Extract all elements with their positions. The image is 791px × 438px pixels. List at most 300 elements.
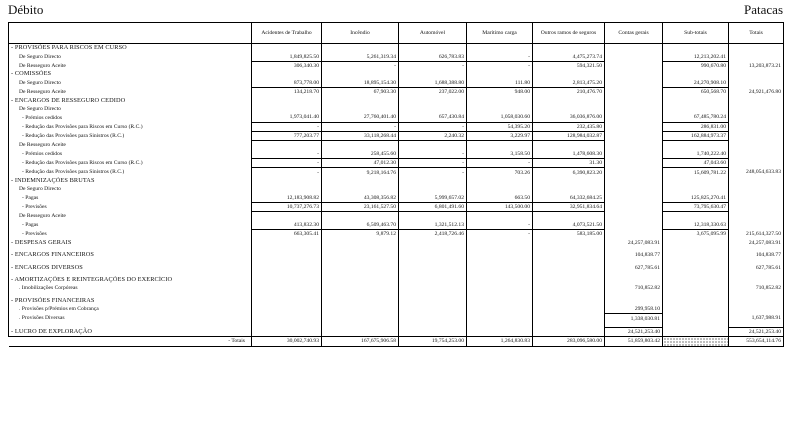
value-cell bbox=[252, 105, 322, 113]
value-cell: 6,390,823.20 bbox=[533, 168, 605, 177]
value-cell: 27,760,401.40 bbox=[322, 113, 399, 122]
col-header-general-accounts: Contas gerais bbox=[605, 23, 663, 44]
value-cell: 1,740,222.40 bbox=[663, 150, 729, 159]
value-cell bbox=[605, 159, 663, 168]
value-cell bbox=[533, 251, 605, 259]
value-cell bbox=[605, 212, 663, 221]
value-cell bbox=[605, 113, 663, 122]
table-row bbox=[9, 113, 784, 122]
value-cell: 710,852.82 bbox=[729, 284, 784, 292]
value-cell: - bbox=[322, 122, 399, 131]
section-row bbox=[9, 177, 784, 185]
value-cell: 47,043.60 bbox=[663, 159, 729, 168]
value-cell bbox=[533, 284, 605, 292]
value-cell bbox=[322, 239, 399, 247]
value-cell: 18,895,154.30 bbox=[322, 79, 399, 88]
value-cell: 128,984,032.87 bbox=[533, 131, 605, 140]
value-cell bbox=[605, 122, 663, 131]
value-cell bbox=[399, 105, 467, 113]
table-row bbox=[9, 185, 784, 193]
value-cell bbox=[663, 96, 729, 104]
value-cell bbox=[729, 150, 784, 159]
total-cell: 19,754,253.00 bbox=[399, 337, 467, 346]
row-label: - Redução das Provisões para Riscos em Curso (R.C.) bbox=[9, 122, 252, 131]
value-cell bbox=[467, 263, 533, 271]
value-cell bbox=[663, 185, 729, 193]
value-cell bbox=[605, 96, 663, 104]
value-cell bbox=[663, 105, 729, 113]
value-cell: 15,609,781.22 bbox=[663, 168, 729, 177]
value-cell bbox=[252, 284, 322, 292]
value-cell bbox=[399, 297, 467, 305]
row-label: - COMISSÕES bbox=[9, 70, 252, 78]
value-cell: 73,795,630.47 bbox=[663, 203, 729, 212]
row-label: - PROVISÕES FINANCEIRAS bbox=[9, 297, 252, 305]
value-cell bbox=[252, 141, 322, 150]
row-label: - LUCRO DE EXPLORAÇÃO bbox=[9, 327, 252, 336]
row-label: - ENCARGOS FINANCEIROS bbox=[9, 251, 252, 259]
subtotal-dotted-cell bbox=[663, 337, 729, 346]
value-cell bbox=[533, 314, 605, 323]
value-cell: 657,430.84 bbox=[399, 113, 467, 122]
value-cell bbox=[663, 251, 729, 259]
value-cell bbox=[467, 70, 533, 78]
value-cell bbox=[533, 212, 605, 221]
value-cell bbox=[663, 70, 729, 78]
col-header-totals: Totais bbox=[729, 23, 784, 44]
value-cell: 10,737,276.73 bbox=[252, 203, 322, 212]
value-cell bbox=[322, 141, 399, 150]
value-cell bbox=[533, 305, 605, 314]
value-cell bbox=[605, 52, 663, 61]
value-cell bbox=[322, 276, 399, 284]
value-cell: - bbox=[399, 122, 467, 131]
value-cell: 3,229.97 bbox=[467, 131, 533, 140]
value-cell bbox=[729, 212, 784, 221]
value-cell bbox=[252, 177, 322, 185]
row-label: . Provisões Diversas bbox=[9, 314, 252, 323]
section-row bbox=[9, 96, 784, 104]
totals-row bbox=[9, 337, 784, 346]
value-cell: - bbox=[252, 122, 322, 131]
value-cell bbox=[729, 185, 784, 193]
row-label: - ENCARGOS DIVERSOS bbox=[9, 263, 252, 271]
totals-label: - Totais bbox=[9, 337, 252, 346]
header-row bbox=[9, 23, 784, 44]
value-cell: - bbox=[467, 61, 533, 70]
value-cell bbox=[729, 70, 784, 78]
value-cell: 24,521,253.40 bbox=[605, 327, 663, 336]
value-cell bbox=[399, 305, 467, 314]
value-cell bbox=[533, 70, 605, 78]
value-cell: 286,831.00 bbox=[663, 122, 729, 131]
value-cell: 710,852.82 bbox=[605, 284, 663, 292]
value-cell: 47,012.30 bbox=[322, 159, 399, 168]
value-cell bbox=[252, 327, 322, 336]
value-cell: 23,161,527.50 bbox=[322, 203, 399, 212]
value-cell: 12,183,908.82 bbox=[252, 194, 322, 203]
value-cell: 626,783.83 bbox=[399, 52, 467, 61]
row-label: De Seguro Directo bbox=[9, 52, 252, 61]
value-cell bbox=[252, 70, 322, 78]
value-cell bbox=[399, 263, 467, 271]
value-cell: - bbox=[399, 61, 467, 70]
value-cell bbox=[322, 297, 399, 305]
total-cell: 51,859,803.42 bbox=[605, 337, 663, 346]
row-label: - Pagas bbox=[9, 194, 252, 203]
value-cell: 12,213,202.41 bbox=[663, 52, 729, 61]
value-cell bbox=[663, 297, 729, 305]
value-cell bbox=[605, 141, 663, 150]
value-cell bbox=[605, 203, 663, 212]
value-cell: - bbox=[467, 221, 533, 230]
value-cell bbox=[399, 70, 467, 78]
value-cell bbox=[467, 105, 533, 113]
value-cell bbox=[663, 212, 729, 221]
table-row bbox=[9, 284, 784, 292]
row-label: . Provisões p/Prémios em Cobrança bbox=[9, 305, 252, 314]
value-cell bbox=[467, 284, 533, 292]
row-label: De Resseguro Aceite bbox=[9, 87, 252, 96]
value-cell bbox=[252, 276, 322, 284]
row-label: - Prémios cedidos bbox=[9, 150, 252, 159]
value-cell bbox=[729, 276, 784, 284]
col-header-work-accidents: Acidentes de Trabalho bbox=[252, 23, 322, 44]
table-body bbox=[9, 44, 784, 337]
value-cell: 9,218,164.76 bbox=[322, 168, 399, 177]
value-cell bbox=[533, 44, 605, 53]
value-cell: 306,340.30 bbox=[252, 61, 322, 70]
value-cell: 990,670.80 bbox=[663, 61, 729, 70]
value-cell: 237,022.00 bbox=[399, 87, 467, 96]
row-label: . Imobilizações Corpóreas bbox=[9, 284, 252, 292]
value-cell: 1,849,825.50 bbox=[252, 52, 322, 61]
value-cell bbox=[252, 239, 322, 247]
value-cell bbox=[729, 194, 784, 203]
value-cell: 12,318,330.63 bbox=[663, 221, 729, 230]
value-cell: 31.30 bbox=[533, 159, 605, 168]
section-row bbox=[9, 263, 784, 271]
value-cell: 210,476.70 bbox=[533, 87, 605, 96]
value-cell bbox=[467, 44, 533, 53]
value-cell: 2,813,475.20 bbox=[533, 79, 605, 88]
value-cell: 6,509,463.70 bbox=[322, 221, 399, 230]
value-cell: 24,257,083.91 bbox=[605, 239, 663, 247]
value-cell: 583,185.00 bbox=[533, 230, 605, 239]
table-row bbox=[9, 52, 784, 61]
value-cell bbox=[605, 105, 663, 113]
value-cell: 2,240.32 bbox=[399, 131, 467, 140]
row-label: - DESPESAS GERAIS bbox=[9, 239, 252, 247]
row-label: De Resseguro Aceite bbox=[9, 212, 252, 221]
value-cell bbox=[399, 276, 467, 284]
value-cell: 54,395.20 bbox=[467, 122, 533, 131]
value-cell bbox=[533, 263, 605, 271]
value-cell bbox=[533, 297, 605, 305]
value-cell bbox=[467, 305, 533, 314]
value-cell: 24,270,908.10 bbox=[663, 79, 729, 88]
value-cell bbox=[399, 44, 467, 53]
value-cell bbox=[399, 327, 467, 336]
value-cell: 24,257,083.91 bbox=[729, 239, 784, 247]
value-cell: - bbox=[467, 159, 533, 168]
table-row bbox=[9, 314, 784, 323]
value-cell: 413,832.30 bbox=[252, 221, 322, 230]
value-cell: 703.26 bbox=[467, 168, 533, 177]
table-row bbox=[9, 105, 784, 113]
value-cell bbox=[663, 239, 729, 247]
value-cell bbox=[467, 185, 533, 193]
table-row bbox=[9, 212, 784, 221]
row-label: - Previsões bbox=[9, 230, 252, 239]
value-cell: 663,305.41 bbox=[252, 230, 322, 239]
value-cell: 232,435.80 bbox=[533, 122, 605, 131]
value-cell: 64,332,684.25 bbox=[533, 194, 605, 203]
value-cell bbox=[252, 305, 322, 314]
value-cell bbox=[322, 284, 399, 292]
value-cell: 43,308,356.82 bbox=[322, 194, 399, 203]
total-cell: 1,264,830.83 bbox=[467, 337, 533, 346]
value-cell bbox=[605, 194, 663, 203]
value-cell bbox=[605, 168, 663, 177]
value-cell bbox=[467, 141, 533, 150]
value-cell: 6,801,491.60 bbox=[399, 203, 467, 212]
value-cell bbox=[322, 212, 399, 221]
value-cell bbox=[663, 284, 729, 292]
value-cell bbox=[729, 113, 784, 122]
col-header-fire: Incêndio bbox=[322, 23, 399, 44]
value-cell bbox=[663, 327, 729, 336]
value-cell: - bbox=[252, 159, 322, 168]
table-row bbox=[9, 61, 784, 70]
table-row bbox=[9, 221, 784, 230]
value-cell: 948.00 bbox=[467, 87, 533, 96]
value-cell bbox=[729, 177, 784, 185]
value-cell: 873,778.00 bbox=[252, 79, 322, 88]
value-cell: 104,838.77 bbox=[729, 251, 784, 259]
value-cell bbox=[322, 251, 399, 259]
value-cell: 5,261,319.34 bbox=[322, 52, 399, 61]
value-cell: 627,785.61 bbox=[605, 263, 663, 271]
value-cell bbox=[399, 185, 467, 193]
col-header-subtotals: Sub-totais bbox=[663, 23, 729, 44]
value-cell bbox=[663, 177, 729, 185]
row-label: - Redução das Provisões para Sinistros (R.C.) bbox=[9, 168, 252, 177]
value-cell bbox=[252, 96, 322, 104]
value-cell bbox=[322, 44, 399, 53]
value-cell bbox=[663, 44, 729, 53]
value-cell bbox=[252, 212, 322, 221]
value-cell bbox=[467, 297, 533, 305]
value-cell bbox=[605, 177, 663, 185]
value-cell bbox=[663, 305, 729, 314]
value-cell: 162,884,973.37 bbox=[663, 131, 729, 140]
value-cell: 3,675,095.99 bbox=[663, 230, 729, 239]
row-label: - PROVISÕES PARA RISCOS EM CURSO bbox=[9, 44, 252, 53]
value-cell bbox=[399, 177, 467, 185]
value-cell: 1,637,988.91 bbox=[729, 314, 784, 323]
value-cell bbox=[399, 212, 467, 221]
total-cell: 283,096,580.00 bbox=[533, 337, 605, 346]
value-cell bbox=[605, 131, 663, 140]
value-cell bbox=[729, 159, 784, 168]
value-cell: 67,903.30 bbox=[322, 87, 399, 96]
value-cell: 248,054,633.83 bbox=[729, 168, 784, 177]
value-cell: 663.50 bbox=[467, 194, 533, 203]
value-cell bbox=[533, 141, 605, 150]
section-row bbox=[9, 251, 784, 259]
value-cell bbox=[533, 96, 605, 104]
value-cell bbox=[252, 263, 322, 271]
value-cell bbox=[605, 87, 663, 96]
value-cell bbox=[605, 297, 663, 305]
value-cell bbox=[729, 221, 784, 230]
row-label: - ENCARGOS DE RESSEGURO CEDIDO bbox=[9, 96, 252, 104]
value-cell bbox=[729, 105, 784, 113]
value-cell: 594,321.50 bbox=[533, 61, 605, 70]
value-cell bbox=[533, 239, 605, 247]
value-cell bbox=[322, 70, 399, 78]
row-label: De Seguro Directo bbox=[9, 105, 252, 113]
value-cell: 1,338,030.81 bbox=[605, 314, 663, 323]
col-header-marine-cargo: Marítimo carga bbox=[467, 23, 533, 44]
table-row bbox=[9, 194, 784, 203]
value-cell bbox=[399, 96, 467, 104]
row-label: - Pagas bbox=[9, 221, 252, 230]
value-cell bbox=[533, 327, 605, 336]
value-cell: 67,485,780.24 bbox=[663, 113, 729, 122]
value-cell bbox=[663, 276, 729, 284]
value-cell bbox=[605, 70, 663, 78]
row-label: De Resseguro Aceite bbox=[9, 61, 252, 70]
row-label: - Redução das Provisões para Riscos em Curso (R.C.) bbox=[9, 159, 252, 168]
value-cell bbox=[322, 314, 399, 323]
table-row bbox=[9, 305, 784, 314]
value-cell bbox=[663, 141, 729, 150]
value-cell bbox=[605, 221, 663, 230]
value-cell bbox=[605, 61, 663, 70]
value-cell bbox=[252, 314, 322, 323]
value-cell: - bbox=[322, 61, 399, 70]
value-cell: 258,455.60 bbox=[322, 150, 399, 159]
value-cell bbox=[605, 79, 663, 88]
row-label: De Seguro Directo bbox=[9, 79, 252, 88]
value-cell: 32,951,834.64 bbox=[533, 203, 605, 212]
value-cell bbox=[322, 96, 399, 104]
row-label: - INDEMNIZAÇÕES BRUTAS bbox=[9, 177, 252, 185]
section-row bbox=[9, 327, 784, 336]
value-cell bbox=[399, 141, 467, 150]
value-cell: 1,478,608.30 bbox=[533, 150, 605, 159]
value-cell: - bbox=[252, 168, 322, 177]
row-label: - Previsões bbox=[9, 203, 252, 212]
value-cell bbox=[322, 105, 399, 113]
value-cell bbox=[605, 230, 663, 239]
value-cell: 777,203.77 bbox=[252, 131, 322, 140]
table-row bbox=[9, 203, 784, 212]
value-cell bbox=[467, 276, 533, 284]
section-row bbox=[9, 239, 784, 247]
value-cell: 3,158.50 bbox=[467, 150, 533, 159]
value-cell: 1,973,041.40 bbox=[252, 113, 322, 122]
value-cell: - bbox=[399, 159, 467, 168]
value-cell bbox=[322, 185, 399, 193]
section-row bbox=[9, 297, 784, 305]
value-cell bbox=[533, 185, 605, 193]
value-cell: 1,321,512.13 bbox=[399, 221, 467, 230]
value-cell: - bbox=[399, 150, 467, 159]
value-cell: 5,999,657.02 bbox=[399, 194, 467, 203]
value-cell bbox=[252, 251, 322, 259]
currency-label: Patacas bbox=[744, 2, 783, 17]
value-cell bbox=[729, 79, 784, 88]
value-cell: 2,418,726.46 bbox=[399, 230, 467, 239]
value-cell bbox=[252, 185, 322, 193]
table-row bbox=[9, 168, 784, 177]
value-cell: 4,073,521.50 bbox=[533, 221, 605, 230]
value-cell bbox=[605, 276, 663, 284]
value-cell bbox=[663, 314, 729, 323]
value-cell: 627,785.61 bbox=[729, 263, 784, 271]
value-cell bbox=[467, 239, 533, 247]
value-cell: 143,500.00 bbox=[467, 203, 533, 212]
total-cell: 30,002,740.93 bbox=[252, 337, 322, 346]
col-header-automobile: Automóvel bbox=[399, 23, 467, 44]
value-cell bbox=[467, 327, 533, 336]
value-cell bbox=[399, 284, 467, 292]
table-row bbox=[9, 141, 784, 150]
row-label: - Prémios cedidos bbox=[9, 113, 252, 122]
value-cell bbox=[729, 52, 784, 61]
value-cell: 650,568.70 bbox=[663, 87, 729, 96]
value-cell: 1,688,388.80 bbox=[399, 79, 467, 88]
col-header-description bbox=[9, 23, 252, 44]
value-cell bbox=[729, 297, 784, 305]
section-row bbox=[9, 276, 784, 284]
value-cell: 104,838.77 bbox=[605, 251, 663, 259]
value-cell: - bbox=[467, 230, 533, 239]
table-row bbox=[9, 159, 784, 168]
table-row bbox=[9, 150, 784, 159]
value-cell bbox=[729, 122, 784, 131]
total-cell: 167,675,906.58 bbox=[322, 337, 399, 346]
value-cell bbox=[729, 44, 784, 53]
value-cell bbox=[533, 177, 605, 185]
value-cell: - bbox=[399, 168, 467, 177]
value-cell bbox=[729, 131, 784, 140]
value-cell: 134,218.70 bbox=[252, 87, 322, 96]
value-cell bbox=[399, 314, 467, 323]
row-label: De Seguro Directo bbox=[9, 185, 252, 193]
value-cell bbox=[467, 314, 533, 323]
value-cell bbox=[399, 251, 467, 259]
value-cell bbox=[252, 297, 322, 305]
table-row bbox=[9, 87, 784, 96]
value-cell bbox=[322, 327, 399, 336]
value-cell bbox=[605, 185, 663, 193]
row-label: - AMORTIZAÇÕES E REINTEGRAÇÕES DO EXERCÍCIO bbox=[9, 276, 252, 284]
row-label: De Resseguro Aceite bbox=[9, 141, 252, 150]
table-row bbox=[9, 131, 784, 140]
value-cell bbox=[663, 263, 729, 271]
section-row bbox=[9, 70, 784, 78]
value-cell: 299,958.10 bbox=[605, 305, 663, 314]
value-cell bbox=[467, 251, 533, 259]
value-cell: 24,921,476.80 bbox=[729, 87, 784, 96]
value-cell bbox=[729, 141, 784, 150]
table-row bbox=[9, 79, 784, 88]
value-cell bbox=[252, 44, 322, 53]
